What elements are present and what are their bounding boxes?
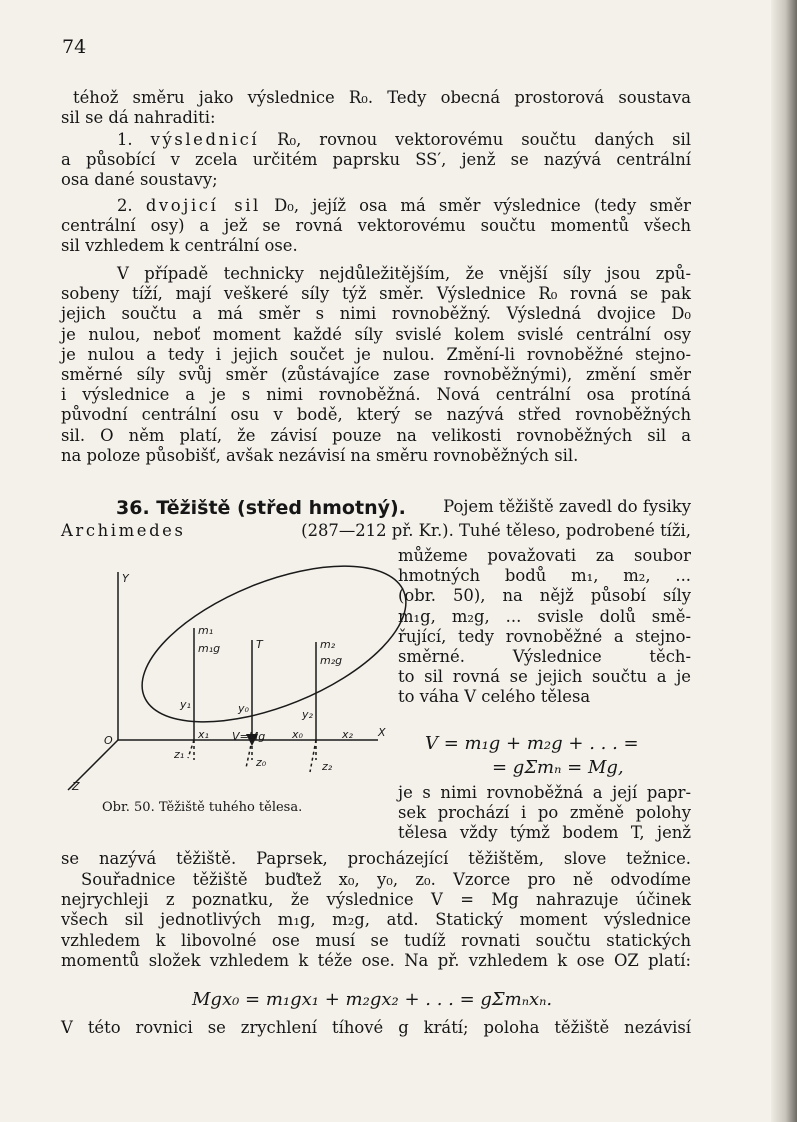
paragraph-coordinates bbox=[61, 870, 691, 971]
label-m2g: m₂g bbox=[320, 654, 343, 667]
text-line: (obr. 50), na nějž působí síly bbox=[398, 586, 691, 606]
text-line: sil. O něm platí, že závisí pouze na velikosti rovnoběžných sil a bbox=[61, 425, 691, 445]
label-X: X bbox=[378, 726, 386, 739]
text-line: vzhledem k libovolné ose musí se tudíž rovnati součtu statických bbox=[61, 930, 691, 950]
text-line: téhož směru jako výslednice R₀. Tedy obecná prostorová soustava bbox=[73, 88, 691, 107]
text-line: a působící v zcela určitém paprsku SS′, jenž se nazývá centrální bbox=[61, 150, 691, 170]
right-column-text-2 bbox=[398, 783, 691, 844]
paragraph-intro bbox=[61, 88, 691, 128]
item-number: 2. bbox=[117, 196, 146, 215]
z2-proj bbox=[310, 740, 316, 772]
label-x2: x₂ bbox=[342, 728, 353, 741]
formula-weight-cont: = gΣmₙ = Mg, bbox=[492, 757, 624, 778]
list-item-couple bbox=[61, 196, 691, 257]
section-text: (287—212 př. Kr.). Tuhé těleso, podrobené tíži, bbox=[301, 521, 691, 540]
text-line: řující, tedy rovnoběžné a stejno- bbox=[398, 626, 691, 646]
text-line: sek prochází i po změně polohy bbox=[398, 803, 691, 823]
text-line: je nulou a tedy i jejich součet je nulou. Změní-li rovnoběžné stejno- bbox=[61, 344, 691, 364]
paragraph-parallel-forces bbox=[61, 264, 691, 466]
section-intro: Pojem těžiště zavedl do fysiky bbox=[443, 497, 691, 516]
label-m1: m₁ bbox=[198, 624, 214, 637]
formula-weight: V = m₁g + m₂g + . . . = bbox=[425, 733, 639, 754]
label-T: T bbox=[256, 638, 263, 651]
item-text: D₀, jejíž osa má směr výslednice (tedy směr bbox=[260, 196, 691, 215]
right-column-text bbox=[398, 546, 691, 708]
label-z1: z₁ bbox=[174, 748, 185, 761]
label-z0: z₀ bbox=[256, 756, 267, 769]
label-x1: x₁ bbox=[198, 728, 209, 741]
text-line: jejich součtu a má směr s nimi rovnoběžný. Výsledná dvojice D₀ bbox=[61, 304, 691, 324]
item-term: výslednicí bbox=[150, 130, 260, 149]
item-number: 1. bbox=[117, 130, 151, 149]
list-item-resultant bbox=[61, 130, 691, 191]
text-line: se nazývá těžiště. Paprsek, procházející těžištěm, slove težnice. bbox=[61, 849, 691, 868]
text-line: centrální osy) a jež se rovná vektorovému součtu momentů všech bbox=[61, 216, 691, 236]
text-line: to sil rovná se jejich součtu a je bbox=[398, 667, 691, 687]
text-line: tělesa vždy týmž bodem T, jenž bbox=[398, 823, 691, 843]
text-line: i výslednice a je s nimi rovnoběžná. Nová centrální osa protíná bbox=[61, 385, 691, 405]
label-z2: z₂ bbox=[322, 760, 333, 773]
label-m2: m₂ bbox=[320, 638, 336, 651]
text-line: nejrychleji z poznatku, že výslednice V = Mg nahrazuje účinek bbox=[61, 890, 691, 910]
label-y0: y₀ bbox=[238, 702, 249, 715]
label-y2: y₂ bbox=[302, 708, 313, 721]
text-line: na poloze působišť, avšak nezávisí na směru rovnoběžných sil. bbox=[61, 445, 579, 465]
z1-proj bbox=[188, 740, 194, 758]
text-line: sil se dá nahraditi: bbox=[61, 108, 216, 128]
text-line: je nulou, neboť moment každé síly svislé kolem svislé centrální osy bbox=[61, 324, 691, 344]
text-line: je s nimi rovnoběžná a její papr- bbox=[398, 783, 691, 802]
text-line: m₁g, m₂g, ... svisle dolů smě- bbox=[398, 606, 691, 626]
paragraph-conclusion bbox=[61, 1018, 691, 1038]
item-term: dvojicí sil bbox=[145, 196, 261, 215]
formula-static-moment: Mgx₀ = m₁gx₁ + m₂gx₂ + . . . = gΣmₙxₙ. bbox=[192, 989, 553, 1010]
label-Y: Y bbox=[122, 572, 129, 585]
text-line: můžeme považovati za soubor bbox=[398, 546, 691, 565]
text-line: to váha V celého tělesa bbox=[398, 687, 591, 707]
page-edge-shadow bbox=[771, 0, 797, 1122]
page-number: 74 bbox=[62, 36, 87, 58]
text-line: Souřadnice těžiště buďtež x₀, y₀, z₀. Vzorce pro ně odvodíme bbox=[81, 870, 691, 889]
figure-caption: Obr. 50. Těžiště tuhého tělesa. bbox=[102, 800, 303, 815]
text-line: původní centrální osu v bodě, který se nazývá střed rovnoběžných bbox=[61, 405, 691, 425]
section-line-2 bbox=[61, 521, 691, 540]
paragraph-centroid-def bbox=[61, 849, 691, 869]
text-line: hmotných bodů m₁, m₂, ... bbox=[398, 566, 691, 586]
text-line: směrné. Výslednice těch- bbox=[398, 647, 691, 667]
text-line: sil vzhledem k centrální ose. bbox=[61, 236, 298, 256]
text-line: momentů složek vzhledem k téže ose. Na př. vzhledem k ose OZ platí: bbox=[61, 950, 691, 970]
text-line: osa dané soustavy; bbox=[61, 170, 218, 190]
label-y1: y₁ bbox=[180, 698, 191, 711]
text-line: směrné síly svůj směr (zůstávajíce zase rovnoběžnými), změní směr bbox=[61, 365, 691, 385]
label-x0: x₀ bbox=[292, 728, 303, 741]
label-VMg: V=Mg bbox=[232, 730, 266, 743]
text-line: všech sil jednotlivých m₁g, m₂g, atd. Statický moment výslednice bbox=[61, 910, 691, 930]
item-text: R₀, rovnou vektorovému součtu daných sil bbox=[259, 130, 691, 149]
body-ellipse bbox=[121, 534, 427, 754]
text-line: V této rovnici se zrychlení tíhové g krátí; poloha těžiště nezávisí bbox=[61, 1018, 691, 1037]
section-title: 36. Těžiště (střed hmotný). bbox=[116, 497, 406, 519]
label-Z: Z bbox=[72, 780, 80, 793]
text-line bbox=[61, 196, 691, 216]
section-heading-line bbox=[61, 497, 691, 519]
label-O: O bbox=[104, 734, 113, 747]
figure-center-of-mass bbox=[60, 568, 386, 798]
text-line: sobeny tíží, mají veškeré síly týž směr. Výslednice R₀ rovná se pak bbox=[61, 284, 691, 304]
text-line bbox=[61, 130, 691, 150]
label-m1g: m₁g bbox=[198, 642, 221, 655]
author-name: Archimedes bbox=[61, 521, 186, 540]
text-line: V případě technicky nejdůležitějším, že vnější síly jsou způ- bbox=[117, 264, 691, 283]
